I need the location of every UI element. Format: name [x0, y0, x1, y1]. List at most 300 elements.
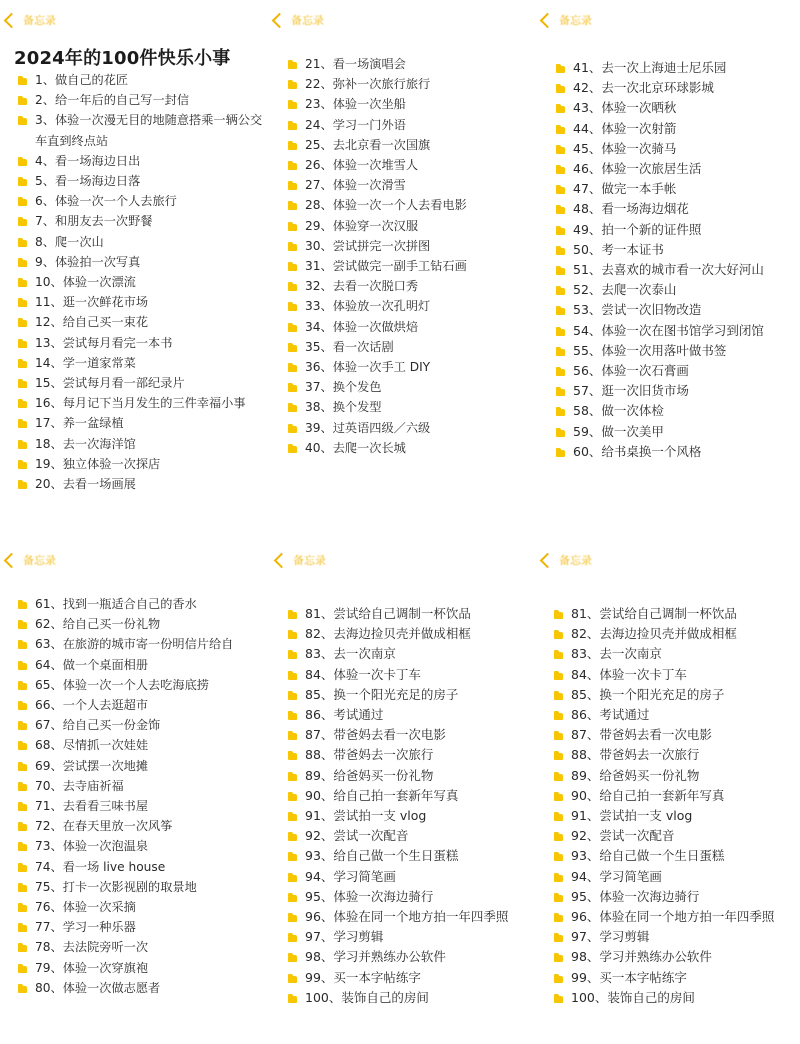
- list-item: [18, 614, 268, 634]
- folder-bullet-icon: [18, 219, 27, 226]
- list-item: [18, 373, 266, 393]
- back-button[interactable]: [6, 552, 56, 568]
- list-item-text: 84、体验一次卡丁车: [571, 666, 687, 682]
- folder-bullet-icon: [556, 329, 565, 336]
- chevron-left-icon: [540, 12, 556, 28]
- list-item: [288, 276, 528, 296]
- list-item-text: 78、去法院旁听一次: [35, 940, 149, 955]
- list-item: [18, 353, 266, 373]
- list-item: [18, 978, 268, 998]
- list-item: [556, 361, 800, 381]
- list-item: [554, 968, 800, 988]
- list-item-text: 86、考试通过: [571, 707, 650, 723]
- folder-bullet-icon: [18, 361, 27, 368]
- folder-bullet-icon: [288, 163, 297, 170]
- list-item: [288, 665, 534, 685]
- list-item: [18, 655, 268, 675]
- list-item: [288, 94, 528, 114]
- list-item-text: 83、去一次南京: [571, 646, 662, 662]
- list-item-text: 17、养一盆绿植: [35, 416, 124, 431]
- folder-bullet-icon: [288, 915, 297, 922]
- list-item-text: 23、体验一次坐船: [305, 97, 406, 112]
- folder-bullet-icon: [288, 385, 297, 392]
- folder-bullet-icon: [18, 401, 27, 408]
- list-item-text: 66、一个人去逛超市: [35, 698, 149, 713]
- list-item-text: 34、体验一次做烘焙: [305, 319, 419, 334]
- list-item-text: 11、逛一次鲜花市场: [35, 295, 149, 310]
- list-item: [288, 296, 528, 316]
- list-item: [554, 806, 800, 826]
- folder-bullet-icon: [18, 482, 27, 489]
- list-item: [18, 735, 268, 755]
- list-item-text: 12、给自己买一束花: [35, 315, 149, 330]
- list-item-text: 100、装饰自己的房间: [571, 989, 695, 1005]
- list-item-text: 57、逛一次旧货市场: [573, 383, 689, 399]
- list-item: [288, 745, 534, 765]
- list-item: [554, 685, 800, 705]
- folder-bullet-icon: [556, 248, 565, 255]
- list-item: [18, 151, 266, 171]
- folder-bullet-icon: [18, 905, 27, 912]
- list-item: [288, 175, 528, 195]
- list-item: [18, 756, 268, 776]
- list-item-text: 98、学习并熟练办公软件: [571, 949, 712, 965]
- list-item-text: 70、去寺庙祈福: [35, 778, 124, 793]
- back-button[interactable]: [274, 12, 324, 28]
- folder-bullet-icon: [554, 794, 563, 801]
- back-button[interactable]: [6, 12, 56, 28]
- list-item-text: 28、体验一次一个人去看电影: [305, 198, 467, 213]
- folder-bullet-icon: [288, 854, 297, 861]
- list-item-text: 36、体验一次手工 DIY: [305, 360, 431, 375]
- list-item: [18, 171, 266, 191]
- list-item-text: 50、考一本证书: [573, 241, 664, 257]
- list-item-text: 48、看一场海边烟花: [573, 201, 689, 217]
- note-panel-4: [0, 540, 268, 1044]
- folder-bullet-icon: [18, 804, 27, 811]
- list-item-text: 97、学习剪辑: [571, 929, 650, 945]
- list-item-text: 94、学习简笔画: [571, 868, 662, 884]
- list-item-text: 67、给自己买一份金饰: [35, 718, 161, 733]
- list-item-text: 87、带爸妈去看一次电影: [305, 727, 446, 743]
- folder-bullet-icon: [554, 632, 563, 639]
- chevron-left-icon: [274, 552, 290, 568]
- folder-bullet-icon: [288, 264, 297, 271]
- list-item-text: 82、去海边捡贝壳并做成相框: [305, 626, 471, 642]
- list-item: [556, 260, 800, 280]
- folder-bullet-icon: [288, 976, 297, 983]
- list-item-text: 13、尝试每月看完一本书: [35, 335, 173, 350]
- list-item: [288, 644, 534, 664]
- list-item: [288, 826, 534, 846]
- list-item-text: 14、学一道家常菜: [35, 355, 136, 370]
- folder-bullet-icon: [288, 345, 297, 352]
- list-item: [18, 232, 266, 252]
- folder-bullet-icon: [18, 945, 27, 952]
- folder-bullet-icon: [288, 612, 297, 619]
- list-item: [288, 887, 534, 907]
- list-item: [556, 98, 800, 118]
- list-item: [288, 135, 528, 155]
- list-item: [556, 341, 800, 361]
- list-item: [554, 725, 800, 745]
- list-item-text: 84、体验一次卡丁车: [305, 666, 421, 682]
- list-item-text: 91、尝试拍一支 vlog: [305, 808, 427, 824]
- back-button[interactable]: [542, 552, 592, 568]
- list-item: [288, 725, 534, 745]
- list-item: [288, 216, 528, 236]
- list-item: [18, 312, 266, 332]
- list-item-text: 60、给书桌换一个风格: [573, 443, 702, 459]
- list-item-text: 31、尝试做完一副手工钻石画: [305, 259, 467, 274]
- folder-bullet-icon: [288, 652, 297, 659]
- list-item: [554, 644, 800, 664]
- list-item: [18, 272, 266, 292]
- list-item: [556, 78, 800, 98]
- list-item: [18, 958, 268, 978]
- list-item: [18, 413, 266, 433]
- folder-bullet-icon: [554, 834, 563, 841]
- list-item-text: 95、体验一次海边骑行: [571, 888, 700, 904]
- list-item-text: 40、去爬一次长城: [305, 440, 406, 455]
- folder-bullet-icon: [18, 159, 27, 166]
- list-item-text: 49、拍一个新的证件照: [573, 221, 702, 237]
- back-label: 备忘录: [291, 14, 324, 27]
- folder-bullet-icon: [288, 753, 297, 760]
- list-item: [18, 90, 266, 110]
- list-item-text: 46、体验一次旅居生活: [573, 161, 702, 177]
- list-item: [554, 947, 800, 967]
- list-item-text: 2、给一年后的自己写一封信: [35, 93, 190, 108]
- chevron-left-icon: [540, 552, 556, 568]
- folder-bullet-icon: [288, 693, 297, 700]
- folder-bullet-icon: [18, 723, 27, 730]
- list-item-text: 96、体验在同一个地方拍一年四季照: [305, 909, 509, 925]
- folder-bullet-icon: [288, 996, 297, 1003]
- list-item: [556, 179, 800, 199]
- folder-bullet-icon: [18, 966, 27, 973]
- list-item-text: 96、体验在同一个地方拍一年四季照: [571, 909, 775, 925]
- note-panel-2: [268, 0, 534, 500]
- folder-bullet-icon: [554, 774, 563, 781]
- list-item: [288, 786, 534, 806]
- folder-bullet-icon: [18, 764, 27, 771]
- list-item-text: 99、买一本字帖练字: [305, 969, 421, 985]
- list-item: [556, 280, 800, 300]
- list-item-text: 64、做一个桌面相册: [35, 657, 149, 672]
- list-item: [554, 867, 800, 887]
- folder-bullet-icon: [556, 308, 565, 315]
- list-item: [288, 377, 528, 397]
- list-item-text: 1、做自己的花匠: [35, 73, 129, 87]
- folder-bullet-icon: [288, 203, 297, 210]
- folder-bullet-icon: [288, 733, 297, 740]
- folder-bullet-icon: [18, 925, 27, 932]
- back-label: 备忘录: [293, 554, 326, 567]
- list-item: [288, 155, 528, 175]
- folder-bullet-icon: [556, 66, 565, 73]
- list-item: [554, 887, 800, 907]
- list-item-text: 82、去海边捡贝壳并做成相框: [571, 626, 737, 642]
- folder-bullet-icon: [556, 86, 565, 93]
- folder-bullet-icon: [554, 895, 563, 902]
- folder-bullet-icon: [556, 167, 565, 174]
- folder-bullet-icon: [18, 260, 27, 267]
- chevron-left-icon: [4, 552, 20, 568]
- list-item: [556, 240, 800, 260]
- list-item-text: 45、体验一次骑马: [573, 140, 677, 156]
- list-item-text: 86、考试通过: [305, 707, 384, 723]
- list-item: [288, 115, 528, 135]
- list-item-text: 92、尝试一次配音: [571, 828, 675, 844]
- todo-list: [556, 58, 800, 462]
- folder-bullet-icon: [554, 733, 563, 740]
- folder-bullet-icon: [288, 895, 297, 902]
- chevron-left-icon: [4, 12, 20, 28]
- list-item-text: 89、给爸妈买一份礼物: [571, 767, 700, 783]
- list-item: [288, 685, 534, 705]
- list-item-text: 33、体验放一次孔明灯: [305, 299, 431, 314]
- list-item: [554, 786, 800, 806]
- folder-bullet-icon: [18, 784, 27, 791]
- folder-bullet-icon: [288, 143, 297, 150]
- note-panel-3: [534, 0, 800, 500]
- list-item-text: 72、在春天里放一次风筝: [35, 819, 173, 834]
- list-item: [288, 846, 534, 866]
- list-item-text: 91、尝试拍一支 vlog: [571, 808, 693, 824]
- folder-bullet-icon: [288, 673, 297, 680]
- list-item: [18, 937, 268, 957]
- list-item: [18, 191, 266, 211]
- list-item: [18, 292, 266, 312]
- list-item-text: 94、学习简笔画: [305, 868, 396, 884]
- list-item: [556, 220, 800, 240]
- list-item: [556, 300, 800, 320]
- folder-bullet-icon: [288, 875, 297, 882]
- todo-list: [554, 604, 800, 1008]
- list-item: [554, 604, 800, 624]
- folder-bullet-icon: [18, 341, 27, 348]
- list-item: [288, 74, 528, 94]
- todo-list: [18, 70, 266, 494]
- list-item: [288, 927, 534, 947]
- list-item: [288, 397, 528, 417]
- folder-bullet-icon: [556, 147, 565, 154]
- list-item-text: 88、带爸妈去一次旅行: [571, 747, 700, 763]
- list-item-text: 83、去一次南京: [305, 646, 396, 662]
- list-item-text: 97、学习剪辑: [305, 929, 384, 945]
- list-item-text: 8、爬一次山: [35, 234, 104, 249]
- folder-bullet-icon: [288, 632, 297, 639]
- note-panel-5: [268, 540, 534, 1044]
- folder-bullet-icon: [288, 244, 297, 251]
- folder-bullet-icon: [288, 834, 297, 841]
- folder-bullet-icon: [288, 365, 297, 372]
- back-label: 备忘录: [559, 554, 592, 567]
- list-item: [18, 917, 268, 937]
- folder-bullet-icon: [18, 78, 27, 85]
- list-item: [554, 846, 800, 866]
- folder-bullet-icon: [556, 268, 565, 275]
- list-item: [554, 927, 800, 947]
- list-item: [18, 857, 268, 877]
- list-item-text: 22、弥补一次旅行旅行: [305, 77, 431, 92]
- list-item: [18, 252, 266, 272]
- folder-bullet-icon: [18, 320, 27, 327]
- folder-bullet-icon: [288, 955, 297, 962]
- back-button[interactable]: [542, 12, 592, 28]
- folder-bullet-icon: [554, 814, 563, 821]
- list-item: [554, 745, 800, 765]
- list-item-text: 93、给自己做一个生日蛋糕: [571, 848, 725, 864]
- folder-bullet-icon: [554, 875, 563, 882]
- folder-bullet-icon: [288, 405, 297, 412]
- list-item: [554, 826, 800, 846]
- folder-bullet-icon: [18, 602, 27, 609]
- folder-bullet-icon: [556, 228, 565, 235]
- list-item-text: 5、看一场海边日落: [35, 174, 141, 189]
- note-title: 2024年的100件快乐小事: [14, 48, 231, 69]
- folder-bullet-icon: [288, 325, 297, 332]
- folder-bullet-icon: [288, 123, 297, 130]
- folder-bullet-icon: [556, 389, 565, 396]
- list-item: [288, 337, 528, 357]
- list-item: [18, 634, 268, 654]
- list-item: [554, 624, 800, 644]
- list-item-text: 85、换一个阳光充足的房子: [305, 686, 459, 702]
- folder-bullet-icon: [18, 381, 27, 388]
- list-item: [18, 897, 268, 917]
- folder-bullet-icon: [556, 349, 565, 356]
- list-item: [288, 968, 534, 988]
- list-item: [18, 836, 268, 856]
- folder-bullet-icon: [556, 207, 565, 214]
- list-item-text: 63、在旅游的城市寄一份明信片给自: [35, 637, 234, 652]
- list-item: [288, 357, 528, 377]
- list-item: [556, 401, 800, 421]
- list-item-text: 9、体验拍一次写真: [35, 254, 141, 269]
- list-item: [18, 715, 268, 735]
- back-label: 备忘录: [23, 14, 56, 27]
- list-item-text: 51、去喜欢的城市看一次大好河山: [573, 262, 764, 278]
- list-item-text: 7、和朋友去一次野餐: [35, 214, 153, 229]
- list-item-text: 77、学习一种乐器: [35, 920, 136, 935]
- folder-bullet-icon: [18, 663, 27, 670]
- folder-bullet-icon: [288, 713, 297, 720]
- folder-bullet-icon: [554, 713, 563, 720]
- folder-bullet-icon: [288, 284, 297, 291]
- list-item-text: 98、学习并熟练办公软件: [305, 949, 446, 965]
- list-item: [288, 806, 534, 826]
- list-item: [288, 705, 534, 725]
- list-item-text: 88、带爸妈去一次旅行: [305, 747, 434, 763]
- list-item-text: 56、体验一次石膏画: [573, 363, 689, 379]
- list-item: [18, 675, 268, 695]
- list-item: [18, 816, 268, 836]
- folder-bullet-icon: [556, 187, 565, 194]
- list-item-text: 81、尝试给自己调制一杯饮品: [571, 606, 737, 621]
- list-item-text: 59、做一次美甲: [573, 423, 664, 439]
- folder-bullet-icon: [288, 102, 297, 109]
- list-item-text: 41、去一次上海迪士尼乐园: [573, 60, 727, 75]
- list-item-text: 26、体验一次堆雪人: [305, 158, 419, 173]
- list-item-text: 10、体验一次漂流: [35, 275, 136, 290]
- list-item: [556, 159, 800, 179]
- list-item-text: 47、做完一本手帐: [573, 181, 677, 197]
- list-item: [18, 776, 268, 796]
- note-panel-1: [0, 0, 268, 500]
- list-item-text: 65、体验一次一个人去吃海底捞: [35, 677, 209, 692]
- back-label: 备忘录: [23, 554, 56, 567]
- list-item-text: 99、买一本字帖练字: [571, 969, 687, 985]
- list-item-text: 90、给自己拍一套新年写真: [571, 787, 725, 803]
- list-item-text: 20、去看一场画展: [35, 477, 136, 492]
- list-item: [18, 877, 268, 897]
- folder-bullet-icon: [556, 127, 565, 134]
- folder-bullet-icon: [556, 288, 565, 295]
- list-item-text: 16、每月记下当月发生的三件幸福小事: [35, 396, 246, 411]
- list-item-text: 4、看一场海边日出: [35, 153, 141, 168]
- list-item-text: 15、尝试每月看一部纪录片: [35, 376, 185, 391]
- list-item-text: 85、换一个阳光充足的房子: [571, 686, 725, 702]
- list-item-text: 53、尝试一次旧物改造: [573, 302, 702, 318]
- folder-bullet-icon: [18, 240, 27, 247]
- folder-bullet-icon: [18, 199, 27, 206]
- folder-bullet-icon: [288, 426, 297, 433]
- list-item-text: 35、看一次话剧: [305, 339, 394, 354]
- list-item: [556, 321, 800, 341]
- list-item-text: 42、去一次北京环球影城: [573, 80, 714, 96]
- todo-list: [288, 604, 534, 1008]
- list-item-text: 19、独立体验一次探店: [35, 456, 161, 471]
- folder-bullet-icon: [556, 430, 565, 437]
- folder-bullet-icon: [554, 753, 563, 760]
- list-item: [18, 333, 266, 353]
- list-item-text: 93、给自己做一个生日蛋糕: [305, 848, 459, 864]
- folder-bullet-icon: [554, 652, 563, 659]
- folder-bullet-icon: [288, 62, 297, 69]
- list-item: [288, 766, 534, 786]
- back-button[interactable]: [276, 552, 326, 568]
- list-item: [18, 474, 266, 494]
- list-item: [288, 54, 528, 74]
- todo-list: [288, 54, 528, 458]
- list-item-text: 87、带爸妈去看一次电影: [571, 727, 712, 743]
- list-item-text: 32、去看一次脱口秀: [305, 279, 419, 294]
- list-item: [288, 604, 534, 624]
- folder-bullet-icon: [554, 976, 563, 983]
- folder-bullet-icon: [554, 955, 563, 962]
- back-label: 备忘录: [559, 14, 592, 27]
- folder-bullet-icon: [18, 683, 27, 690]
- list-item: [554, 665, 800, 685]
- folder-bullet-icon: [288, 82, 297, 89]
- list-item: [556, 58, 800, 78]
- folder-bullet-icon: [288, 774, 297, 781]
- list-item-text: 43、体验一次晒秋: [573, 100, 677, 116]
- list-item: [556, 119, 800, 139]
- note-panel-6: [534, 540, 800, 1044]
- list-item: [288, 438, 528, 458]
- folder-bullet-icon: [18, 300, 27, 307]
- folder-bullet-icon: [288, 183, 297, 190]
- folder-bullet-icon: [554, 854, 563, 861]
- list-item-text: 44、体验一次射箭: [573, 120, 677, 136]
- list-item-text: 73、体验一次泡温泉: [35, 839, 149, 854]
- folder-bullet-icon: [556, 450, 565, 457]
- list-item-text: 95、体验一次海边骑行: [305, 888, 434, 904]
- list-item: [18, 70, 266, 90]
